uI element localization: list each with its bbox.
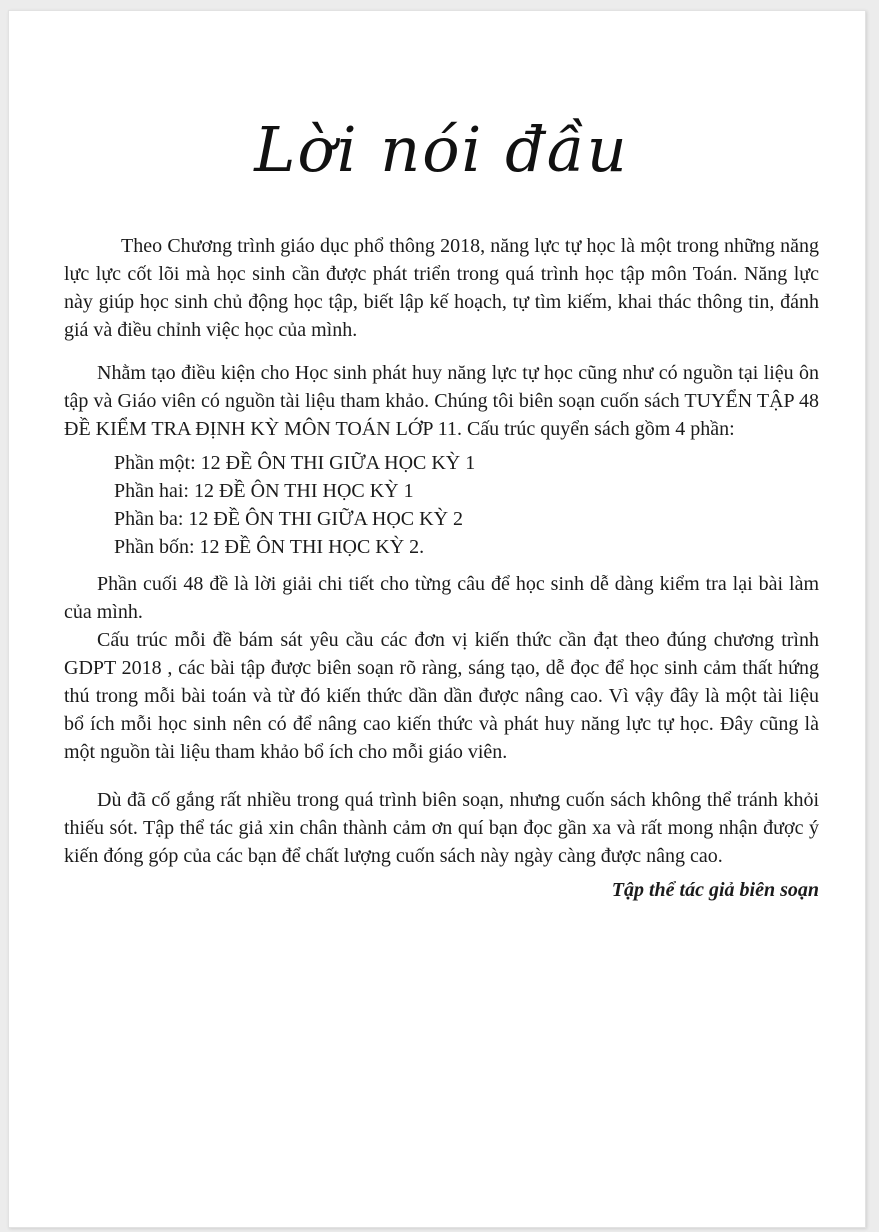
paragraph-book-purpose: Nhằm tạo điều kiện cho Học sinh phát huy năng lực tự học cũng như có nguồn tại liệu ôn tập và Giáo viên có nguồn tài liệu tham khảo. Chúng tôi biên soạn cuốn sách TUYỂN TẬP 48 ĐỀ KIỂM TRA ĐỊNH KỲ MÔN TOÁN LỚP 11. Cấu trúc quyển sách gồm 4 phần: (64, 361, 819, 440)
parts-list (114, 449, 819, 561)
paragraph-structure: Cấu trúc mỗi đề bám sát yêu cầu các đơn vị kiến thức cần đạt theo đúng chương trình GDPT 2018 , các bài tập được biên soạn rõ ràng, sáng tạo, dễ đọc để học sinh cảm thất hứng thú trong mỗi bài toán và từ đó kiến thức dần dần được nâng cao. Vì vậy đây là một tài liệu bổ ích mỗi học sinh nên có để nâng cao kiến thức và phát huy năng lực tự học. Đây cũng là một nguồn tài liệu tham khảo bổ ích cho mỗi giáo viên. (64, 628, 819, 763)
list-item-part-four: Phần bốn: 12 ĐỀ ÔN THI HỌC KỲ 2. (114, 535, 425, 558)
preface-body (64, 232, 819, 904)
author-signature: Tập thể tác giả biên soạn (611, 878, 819, 901)
list-item-part-three: Phần ba: 12 ĐỀ ÔN THI GIỮA HỌC KỲ 2 (114, 507, 464, 530)
list-item-part-one: Phần một: 12 ĐỀ ÔN THI GIỮA HỌC KỲ 1 (114, 451, 476, 474)
list-item-part-two: Phần hai: 12 ĐỀ ÔN THI HỌC KỲ 1 (114, 479, 414, 502)
page-title: Lời nói đầu (254, 113, 629, 186)
paragraph-apology: Dù đã cố gắng rất nhiều trong quá trình biên soạn, nhưng cuốn sách không thể tránh khỏi thiếu sót. Tập thể tác giả xin chân thành cảm ơn quí bạn đọc gần xa và rất mong nhận được ý kiến đóng góp của các bạn để chất lượng cuốn sách này ngày càng được nâng cao. (64, 788, 819, 867)
paragraph-solutions: Phần cuối 48 đề là lời giải chi tiết cho từng câu để học sinh dễ dàng kiểm tra lại bài làm của mình. (64, 572, 819, 623)
document-page (8, 10, 866, 1228)
paragraph-intro-2018: Theo Chương trình giáo dục phổ thông 2018, năng lực tự học là một trong những năng lực lực cốt lõi mà học sinh cần được phát triển trong quá trình học tập môn Toán. Năng lực này giúp học sinh chủ động học tập, biết lập kế hoạch, tự tìm kiếm, khai thác thông tin, đánh giá và điều chỉnh việc học của mình. (64, 234, 819, 341)
